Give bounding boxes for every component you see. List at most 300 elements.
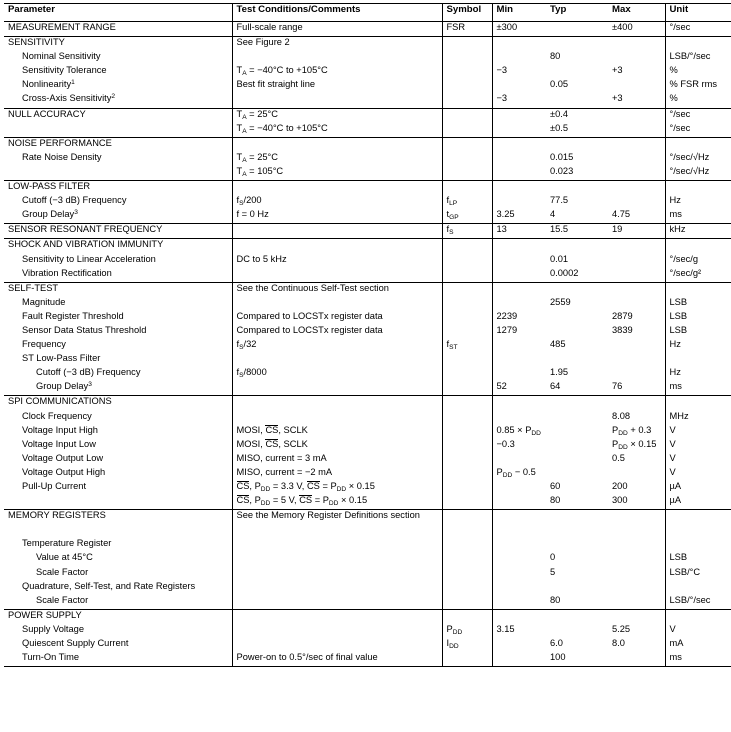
cell-max <box>608 268 665 283</box>
cell-typ <box>546 510 608 525</box>
cell-max <box>608 181 665 196</box>
cell-unit: Hz <box>665 367 731 381</box>
cell-test-condition: Full-scale range <box>232 22 442 37</box>
cell-max <box>608 581 665 595</box>
cell-unit: V <box>665 453 731 467</box>
cell-max: 8.08 <box>612 410 631 421</box>
column-header-parameter: Parameter <box>4 4 232 22</box>
cell-typ <box>546 439 608 453</box>
cell-parameter: Pull-Up Current <box>22 481 87 491</box>
cell-max <box>608 195 665 209</box>
cell-max: 5.25 <box>612 623 631 634</box>
cell-parameter: Group Delay$^3$ <box>22 209 78 220</box>
cell-min <box>492 481 546 495</box>
cell-unit <box>665 282 731 297</box>
table-row <box>4 411 731 425</box>
column-header-unit: Unit <box>665 4 731 22</box>
table-row <box>4 538 731 552</box>
table-row <box>4 510 731 525</box>
cell-parameter: Sensitivity Tolerance <box>22 65 107 76</box>
cell-test-condition: $f_S/8000$ <box>232 367 442 381</box>
table-row <box>4 595 731 610</box>
cell-typ <box>546 538 608 552</box>
table-row <box>4 467 731 481</box>
cell-unit: V <box>665 624 731 638</box>
cell-unit: % <box>665 93 731 108</box>
table-row <box>4 325 731 339</box>
cell-unit: % <box>665 65 731 79</box>
table-row <box>4 652 731 667</box>
cell-min <box>492 567 546 581</box>
cell-max <box>608 652 665 667</box>
cell-min <box>492 297 546 311</box>
cell-min: 3.25 <box>492 209 546 224</box>
column-header-typ: Typ <box>546 4 608 22</box>
cell-typ: 485 <box>550 339 566 350</box>
table-row <box>4 624 731 638</box>
cell-min <box>492 239 546 254</box>
specification-table <box>4 3 731 667</box>
cell-symbol <box>442 181 492 196</box>
cell-symbol <box>442 453 492 467</box>
cell-typ: 1.95 <box>550 367 569 378</box>
cell-min <box>492 524 546 538</box>
cell-max <box>608 367 665 381</box>
cell-min <box>492 652 546 667</box>
cell-test-condition: $T_A = -40^\circ C$ to +105°C <box>232 65 442 79</box>
table-row <box>4 425 731 439</box>
table-row <box>4 311 731 325</box>
cell-symbol: $I_{DD}$ <box>442 638 492 652</box>
cell-unit: kHz <box>665 224 731 239</box>
table-row <box>4 353 731 367</box>
cell-min <box>492 552 546 566</box>
cell-unit <box>665 609 731 624</box>
cell-parameter <box>4 524 232 538</box>
cell-unit: LSB <box>665 297 731 311</box>
cell-max <box>608 152 665 166</box>
cell-test-condition <box>232 552 442 566</box>
cell-parameter: Vibration Rectification <box>22 267 112 278</box>
cell-min: 1279 <box>492 325 546 339</box>
cell-symbol <box>442 367 492 381</box>
cell-test-condition: MOSI, CS, SCLK <box>232 425 442 439</box>
cell-test-condition <box>232 538 442 552</box>
cell-max <box>608 595 665 610</box>
cell-parameter: Sensitivity to Linear Acceleration <box>22 253 156 264</box>
cell-test-condition: $T_A = 25^\circ C$ <box>232 108 442 123</box>
cell-max <box>608 37 665 52</box>
cell-test-condition: See Figure 2 <box>232 37 442 52</box>
cell-unit: °/sec/√Hz <box>665 166 731 181</box>
table-row <box>4 123 731 138</box>
table-row <box>4 22 731 37</box>
cell-typ: 0.015 <box>550 151 574 162</box>
cell-test-condition: MISO, current = 3 mA <box>232 453 442 467</box>
cell-min: −3 <box>492 93 546 108</box>
cell-unit: LSB <box>665 311 731 325</box>
cell-symbol <box>442 282 492 297</box>
cell-parameter: SHOCK AND VIBRATION IMMUNITY <box>4 239 232 254</box>
cell-typ <box>546 239 608 254</box>
cell-symbol <box>442 567 492 581</box>
cell-typ <box>546 37 608 52</box>
cell-symbol: $f_{LP}$ <box>442 195 492 209</box>
cell-symbol <box>442 439 492 453</box>
cell-typ <box>546 353 608 367</box>
cell-max <box>608 353 665 367</box>
cell-unit: MHz <box>665 411 731 425</box>
cell-parameter: Value at 45°C <box>36 552 93 563</box>
table-row <box>4 268 731 283</box>
cell-symbol <box>442 37 492 52</box>
cell-symbol <box>442 79 492 93</box>
cell-typ: 4 <box>550 209 556 220</box>
cell-symbol <box>442 467 492 481</box>
cell-parameter: SENSOR RESONANT FREQUENCY <box>4 224 232 239</box>
cell-max: 0.5 <box>612 452 625 463</box>
cell-unit: ms <box>665 652 731 667</box>
cell-parameter: SPI COMMUNICATIONS <box>4 396 232 411</box>
cell-unit: V <box>665 467 731 481</box>
cell-unit: °/sec/√Hz <box>665 152 731 166</box>
cell-test-condition <box>232 524 442 538</box>
cell-typ <box>546 325 608 339</box>
cell-typ <box>546 581 608 595</box>
cell-max <box>608 467 665 481</box>
cell-min: −0.3 <box>492 439 546 453</box>
cell-unit <box>665 137 731 152</box>
cell-typ: 80 <box>550 495 561 506</box>
cell-max <box>608 510 665 525</box>
cell-unit: LSB <box>665 325 731 339</box>
cell-test-condition <box>232 396 442 411</box>
cell-typ <box>546 22 608 37</box>
cell-unit: °/sec <box>665 22 731 37</box>
cell-max <box>608 396 665 411</box>
cell-max: 200 <box>612 481 628 491</box>
cell-test-condition: See the Memory Register Definitions section <box>232 510 442 525</box>
cell-parameter: Quadrature, Self-Test, and Rate Registers <box>22 580 196 591</box>
table-row <box>4 209 731 224</box>
cell-max <box>608 79 665 93</box>
cell-symbol <box>442 123 492 138</box>
cell-parameter: Cross-Axis Sensitivity$^2$ <box>22 93 116 104</box>
cell-max <box>608 297 665 311</box>
cell-symbol <box>442 268 492 283</box>
cell-parameter: Frequency <box>22 339 66 350</box>
cell-unit: °/sec <box>665 123 731 138</box>
cell-min <box>492 411 546 425</box>
cell-symbol <box>442 425 492 439</box>
cell-max: +3 <box>612 65 623 76</box>
table-row <box>4 439 731 453</box>
cell-symbol <box>442 311 492 325</box>
cell-parameter: Voltage Input Low <box>22 438 96 449</box>
cell-test-condition <box>232 51 442 65</box>
cell-max <box>608 552 665 566</box>
cell-symbol <box>442 137 492 152</box>
cell-unit <box>665 37 731 52</box>
cell-min <box>492 37 546 52</box>
cell-parameter: NOISE PERFORMANCE <box>4 137 232 152</box>
cell-unit: °/sec/g² <box>665 268 731 283</box>
cell-symbol <box>442 93 492 108</box>
cell-test-condition <box>232 137 442 152</box>
cell-unit: V <box>665 425 731 439</box>
cell-parameter: SENSITIVITY <box>4 37 232 52</box>
cell-symbol <box>442 239 492 254</box>
cell-min <box>492 51 546 65</box>
table-row <box>4 481 731 495</box>
cell-symbol <box>442 411 492 425</box>
table-row <box>4 396 731 411</box>
cell-parameter: NULL ACCURACY <box>4 108 232 123</box>
column-header-max: Max <box>608 4 665 22</box>
cell-unit <box>665 524 731 538</box>
cell-symbol <box>442 481 492 495</box>
cell-typ: 0.05 <box>550 79 569 90</box>
cell-typ: 0.023 <box>550 165 574 176</box>
cell-symbol <box>442 510 492 525</box>
cell-parameter: Sensor Data Status Threshold <box>22 324 147 335</box>
table-row <box>4 181 731 196</box>
cell-min <box>492 353 546 367</box>
cell-min <box>492 339 546 353</box>
cell-unit <box>665 239 731 254</box>
cell-min <box>492 510 546 525</box>
cell-typ: 0.01 <box>550 253 569 264</box>
cell-symbol <box>442 381 492 396</box>
cell-symbol <box>442 396 492 411</box>
cell-typ: 80 <box>550 594 561 605</box>
column-header-symbol: Symbol <box>442 4 492 22</box>
cell-unit: V <box>665 439 731 453</box>
cell-parameter: LOW-PASS FILTER <box>4 181 232 196</box>
cell-test-condition: See the Continuous Self-Test section <box>232 282 442 297</box>
cell-min <box>492 638 546 652</box>
cell-min <box>492 609 546 624</box>
table-row <box>4 65 731 79</box>
cell-symbol <box>442 51 492 65</box>
cell-max <box>608 538 665 552</box>
cell-parameter: Voltage Output Low <box>22 452 104 463</box>
table-row <box>4 552 731 566</box>
cell-parameter: ST Low-Pass Filter <box>22 353 101 364</box>
cell-symbol <box>442 652 492 667</box>
cell-min: 2239 <box>492 311 546 325</box>
cell-min <box>492 137 546 152</box>
cell-test-condition <box>232 181 442 196</box>
table-row <box>4 567 731 581</box>
cell-parameter: SELF-TEST <box>4 282 232 297</box>
cell-unit <box>665 538 731 552</box>
cell-symbol <box>442 524 492 538</box>
cell-max: 8.0 <box>612 638 625 649</box>
cell-test-condition: DC to 5 kHz <box>232 254 442 268</box>
cell-parameter: POWER SUPPLY <box>4 609 232 624</box>
cell-test-condition: $T_A = 105^\circ C$ <box>232 166 442 181</box>
cell-min <box>492 282 546 297</box>
cell-typ: 15.5 <box>546 224 608 239</box>
cell-test-condition <box>232 411 442 425</box>
cell-test-condition <box>232 239 442 254</box>
cell-parameter: Clock Frequency <box>22 410 92 421</box>
cell-typ <box>546 311 608 325</box>
table-row <box>4 367 731 381</box>
cell-min <box>492 268 546 283</box>
cell-min <box>492 123 546 138</box>
cell-symbol <box>442 538 492 552</box>
table-row <box>4 381 731 396</box>
cell-typ <box>546 181 608 196</box>
cell-typ <box>546 282 608 297</box>
cell-typ <box>546 93 608 108</box>
cell-test-condition <box>232 638 442 652</box>
cell-typ <box>546 524 608 538</box>
cell-parameter: Voltage Output High <box>22 466 106 477</box>
cell-test-condition: Power-on to 0.5°/sec of final value <box>232 652 442 667</box>
cell-typ <box>546 396 608 411</box>
cell-unit: LSB/°/sec <box>665 595 731 610</box>
cell-unit: µA <box>665 481 731 495</box>
cell-max <box>608 567 665 581</box>
cell-symbol <box>442 65 492 79</box>
cell-test-condition: CS, $P_{DD} = 5$ V, CS = $P_{DD} \times 0.15$ <box>232 495 442 510</box>
cell-typ: 80 <box>550 51 561 62</box>
cell-test-condition <box>232 381 442 396</box>
cell-parameter: Scale Factor <box>36 566 89 577</box>
cell-test-condition: $T_A = 25^\circ C$ <box>232 152 442 166</box>
cell-symbol <box>442 495 492 510</box>
cell-min <box>492 367 546 381</box>
cell-max: 2879 <box>612 310 633 321</box>
cell-max <box>608 108 665 123</box>
cell-test-condition: Best fit straight line <box>232 79 442 93</box>
cell-test-condition <box>232 581 442 595</box>
table-row <box>4 79 731 93</box>
table-row <box>4 37 731 52</box>
cell-test-condition: MOSI, CS, SCLK <box>232 439 442 453</box>
cell-test-condition <box>232 224 442 239</box>
cell-symbol <box>442 254 492 268</box>
cell-max: +3 <box>612 93 623 104</box>
cell-max <box>608 51 665 65</box>
cell-parameter: MEASUREMENT RANGE <box>4 22 232 37</box>
table-header-row <box>4 4 731 22</box>
cell-min <box>492 254 546 268</box>
cell-min: −3 <box>492 65 546 79</box>
cell-min <box>492 166 546 181</box>
cell-parameter: Quiescent Supply Current <box>22 638 129 649</box>
cell-typ: 0 <box>550 552 556 563</box>
cell-max <box>608 137 665 152</box>
cell-unit <box>665 510 731 525</box>
cell-parameter: Nominal Sensitivity <box>22 51 101 62</box>
cell-symbol <box>442 152 492 166</box>
cell-test-condition <box>232 297 442 311</box>
cell-symbol: $t_{GP}$ <box>442 209 492 224</box>
cell-max: 4.75 <box>612 209 631 220</box>
cell-max <box>608 254 665 268</box>
cell-unit: ms <box>665 209 731 224</box>
cell-min: 52 <box>492 381 546 396</box>
cell-typ: 0.0002 <box>550 267 579 278</box>
cell-typ <box>546 425 608 439</box>
cell-unit: µA <box>665 495 731 510</box>
cell-typ: 60 <box>550 481 561 491</box>
cell-parameter: MEMORY REGISTERS <box>4 510 232 525</box>
cell-min <box>492 79 546 93</box>
cell-parameter <box>4 166 232 181</box>
cell-test-condition: f = 0 Hz <box>232 209 442 224</box>
cell-test-condition <box>232 268 442 283</box>
cell-max <box>608 282 665 297</box>
cell-symbol <box>442 353 492 367</box>
cell-parameter: Supply Voltage <box>22 623 85 634</box>
cell-typ: 77.5 <box>550 195 569 206</box>
table-row <box>4 581 731 595</box>
cell-symbol <box>442 609 492 624</box>
table-row <box>4 224 731 239</box>
cell-symbol <box>442 166 492 181</box>
cell-test-condition: $T_A = -40^\circ C$ to +105°C <box>232 123 442 138</box>
cell-min <box>492 396 546 411</box>
cell-typ <box>546 624 608 638</box>
cell-min <box>492 108 546 123</box>
cell-unit <box>665 581 731 595</box>
cell-max: $P_{DD} \times 0.15$ <box>612 438 657 451</box>
cell-typ: 100 <box>546 652 608 667</box>
cell-unit: % FSR rms <box>665 79 731 93</box>
cell-symbol: $f_{ST}$ <box>442 339 492 353</box>
cell-test-condition <box>232 567 442 581</box>
cell-parameter: Cutoff (−3 dB) Frequency <box>36 367 141 378</box>
cell-symbol <box>442 325 492 339</box>
table-row <box>4 152 731 166</box>
table-row <box>4 137 731 152</box>
cell-parameter: Temperature Register <box>22 538 112 549</box>
cell-symbol <box>442 108 492 123</box>
cell-test-condition <box>232 609 442 624</box>
cell-typ <box>546 137 608 152</box>
cell-symbol <box>442 552 492 566</box>
table-row <box>4 495 731 510</box>
cell-typ: ±0.5 <box>550 122 569 133</box>
cell-typ: 64 <box>550 381 561 392</box>
cell-unit: Hz <box>665 339 731 353</box>
cell-parameter: Magnitude <box>22 296 66 307</box>
table-row <box>4 195 731 209</box>
table-row <box>4 51 731 65</box>
cell-max <box>608 524 665 538</box>
cell-parameter: Rate Noise Density <box>22 151 102 162</box>
cell-max: $P_{DD} + 0.3$ <box>612 424 652 437</box>
cell-unit: mA <box>665 638 731 652</box>
table-row <box>4 282 731 297</box>
cell-test-condition: MISO, current = −2 mA <box>232 467 442 481</box>
table-row <box>4 453 731 467</box>
table-row <box>4 166 731 181</box>
table-row <box>4 254 731 268</box>
cell-symbol <box>442 595 492 610</box>
cell-min <box>492 538 546 552</box>
cell-test-condition: $f_S/200$ <box>232 195 442 209</box>
cell-parameter <box>4 123 232 138</box>
cell-max: 300 <box>612 495 628 506</box>
cell-parameter: Turn-On Time <box>4 652 232 667</box>
cell-max: 3839 <box>612 324 633 335</box>
